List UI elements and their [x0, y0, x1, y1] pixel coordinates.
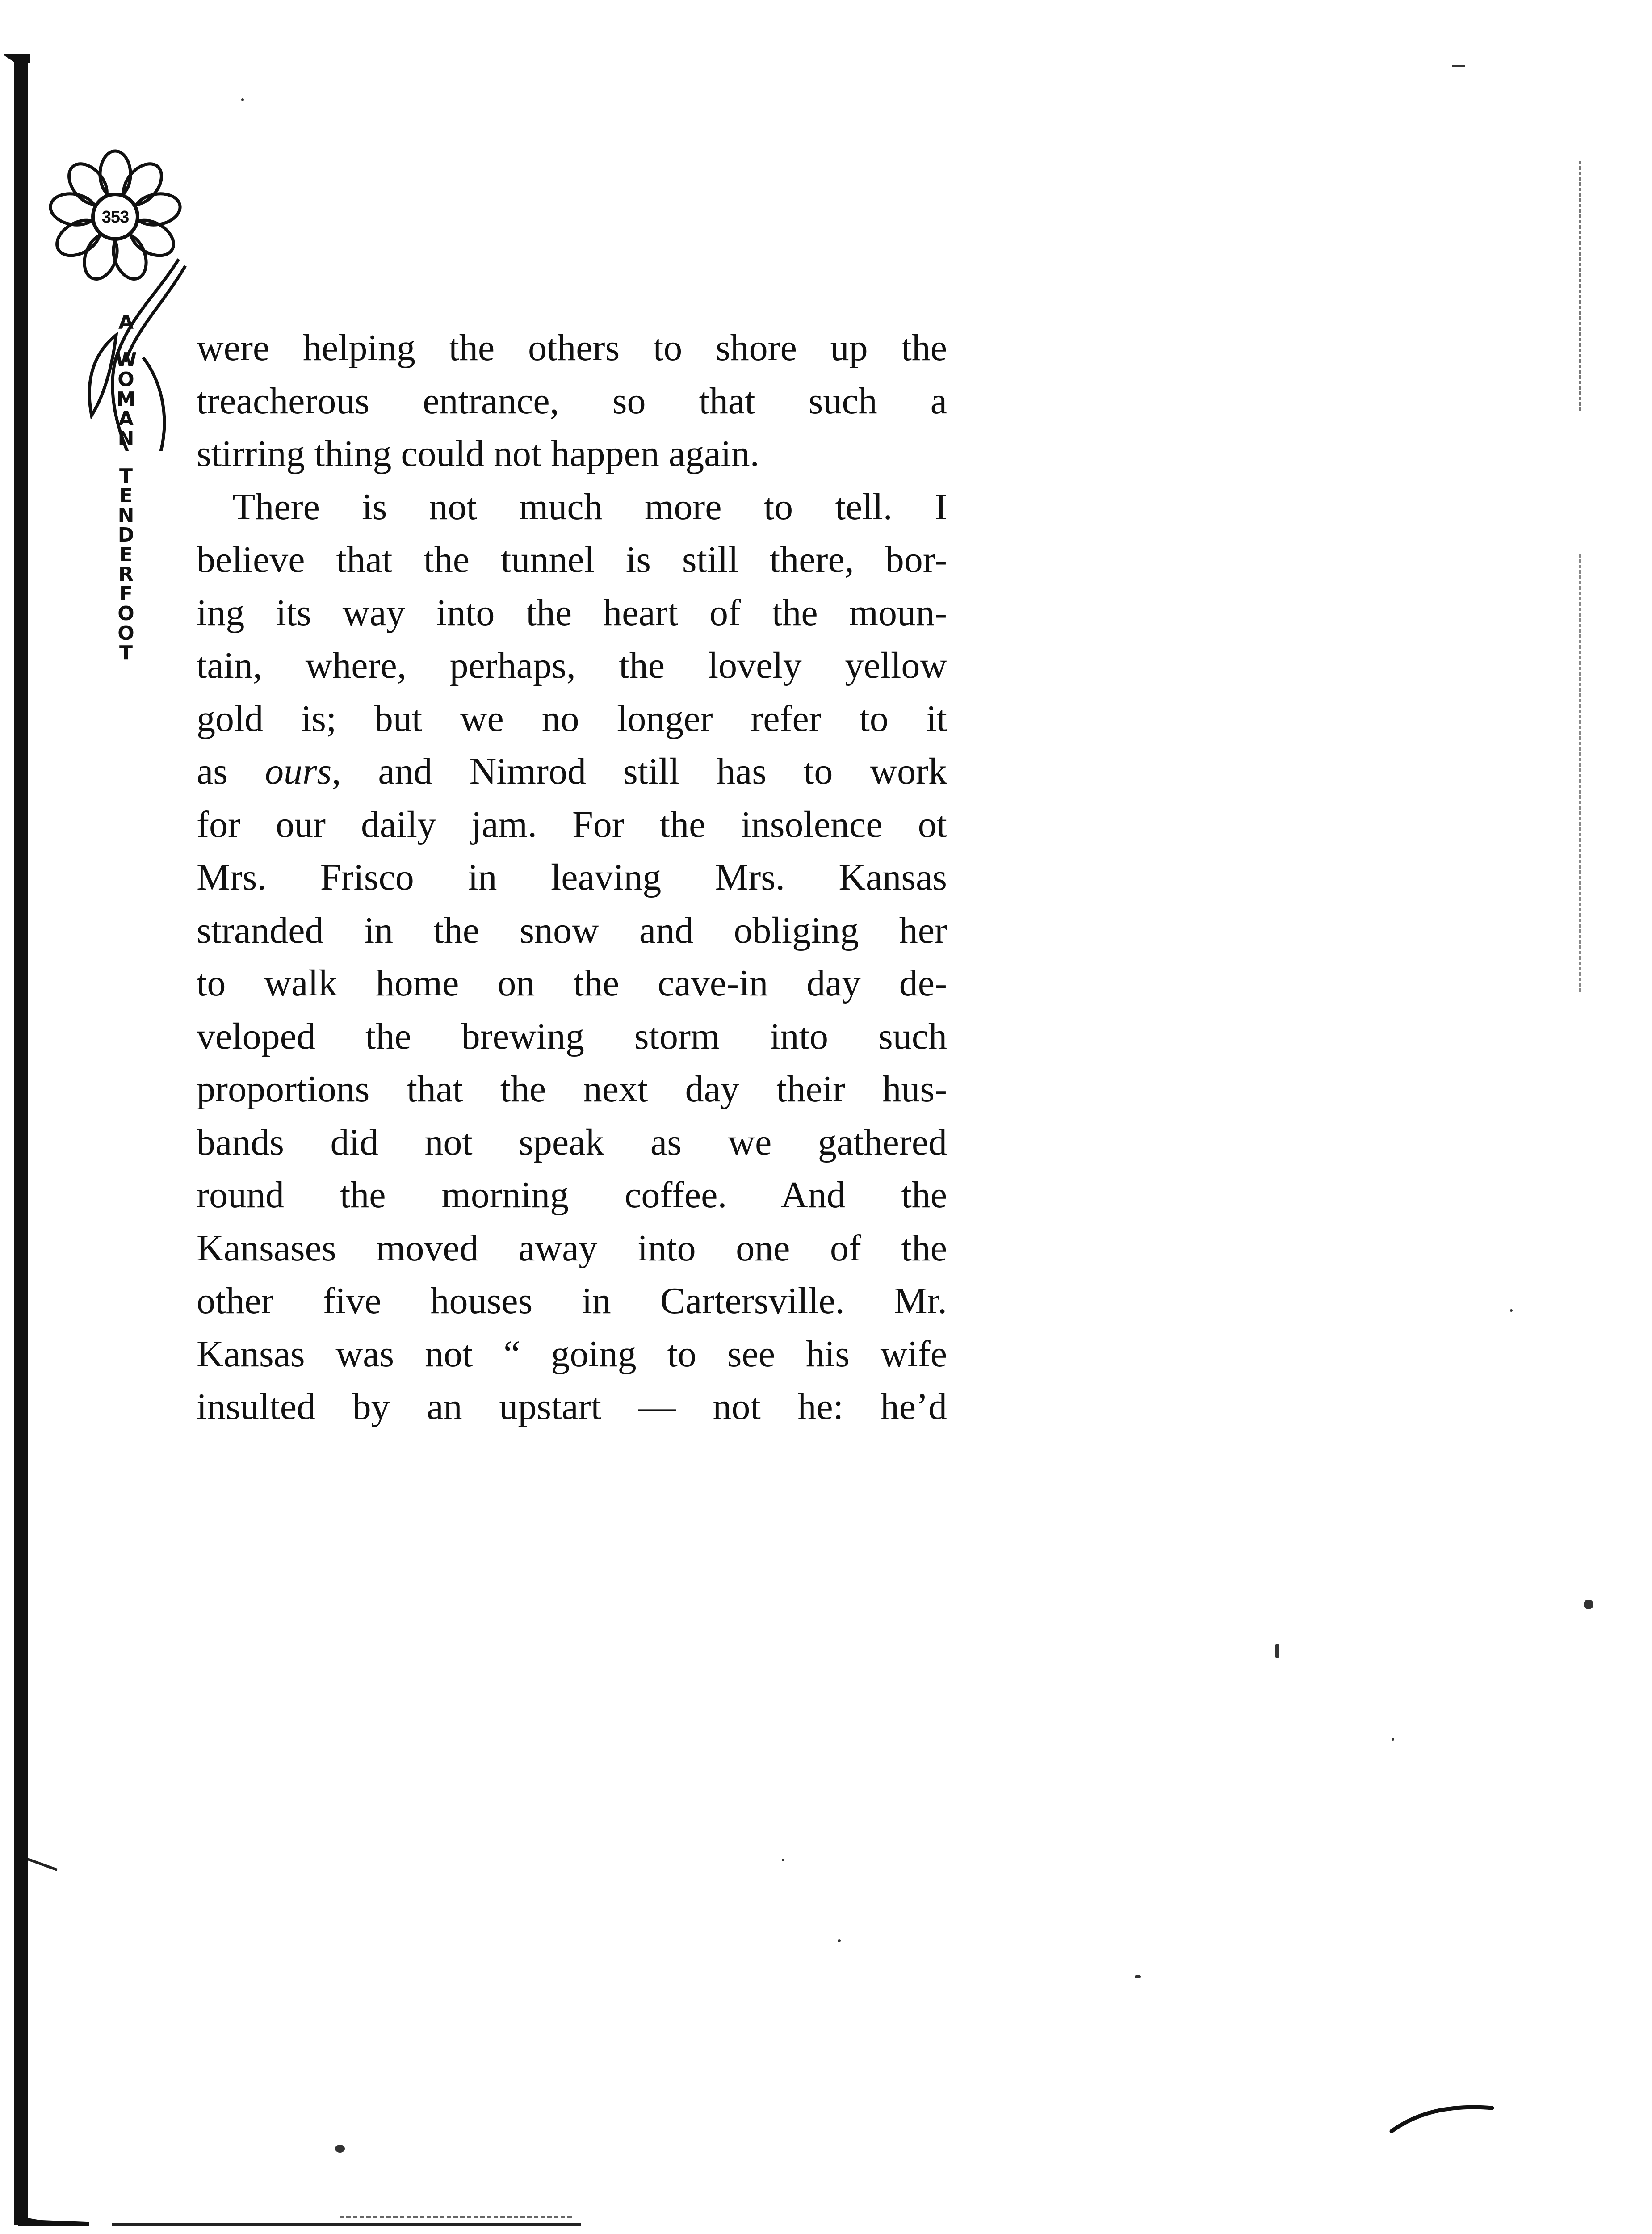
- scan-noise: [1584, 1600, 1593, 1609]
- text-line: tain, where, perhaps, the lovely yellow: [197, 645, 947, 686]
- text-line: ing its way into the heart of the moun-: [197, 592, 947, 634]
- running-title-letter: W: [115, 349, 137, 371]
- running-title-letter: O: [117, 622, 134, 645]
- running-title-letter: T: [119, 465, 133, 487]
- scan-noise: [1392, 1738, 1394, 1741]
- text-line: bands did not speak as we gathered: [197, 1121, 947, 1163]
- scan-noise: [1275, 1644, 1279, 1658]
- text-line: other five houses in Cartersville. Mr.: [197, 1280, 947, 1322]
- text-line: stranded in the snow and obliging her: [197, 909, 947, 951]
- text-line: were helping the others to shore up the: [197, 327, 947, 369]
- page-number: 353: [101, 208, 129, 227]
- scan-noise: [1510, 1309, 1513, 1312]
- running-title: [104, 313, 148, 715]
- text-line: gold is; but we no longer refer to it: [197, 697, 947, 739]
- text-line: veloped the brewing storm into such: [197, 1015, 947, 1057]
- running-title-letter: N: [117, 504, 134, 527]
- text-line: There is not much more to tell. I: [232, 486, 947, 528]
- scan-noise: [241, 98, 244, 101]
- text-line: believe that the tunnel is still there, bor-: [197, 539, 947, 580]
- bottom-rule: [112, 2223, 581, 2226]
- text-line: stirring thing could not happen again.: [197, 433, 759, 475]
- scan-noise: [1389, 2100, 1497, 2136]
- text-line-with-italic: [197, 745, 947, 798]
- scan-noise: [1452, 65, 1465, 67]
- bottom-rule-dashed: [340, 2216, 572, 2218]
- scan-noise: [1579, 554, 1583, 992]
- text-line: Kansases moved away into one of the: [197, 1227, 947, 1269]
- running-title-letter: A: [118, 311, 134, 334]
- text-line: round the morning coffee. And the: [197, 1174, 947, 1216]
- scan-noise: [782, 1859, 784, 1861]
- running-title-letter: O: [117, 368, 134, 391]
- running-title-letter: E: [119, 484, 133, 507]
- text-line: Kansas was not “ going to see his wife: [197, 1333, 947, 1375]
- running-title-letter: M: [116, 388, 136, 411]
- text-line: treacherous entrance, so that such a: [197, 380, 947, 422]
- text-line: for our daily jam. For the insolence ot: [197, 803, 947, 845]
- body-text: [197, 322, 947, 1434]
- text-line: to walk home on the cave-in day de-: [197, 962, 947, 1004]
- running-title-letter: O: [117, 602, 134, 625]
- text-line: Mrs. Frisco in leaving Mrs. Kansas: [197, 857, 947, 898]
- text-fragment: as: [197, 751, 265, 792]
- running-title-letter: T: [119, 642, 133, 664]
- scan-noise: [1135, 1975, 1141, 1978]
- text-line: proportions that the next day their hus-: [197, 1068, 947, 1110]
- scan-noise: [1579, 161, 1583, 411]
- scan-noise: [838, 1939, 841, 1942]
- scan-noise: [335, 2145, 345, 2153]
- binding-edge: [14, 58, 28, 2225]
- scan-mark: [27, 1858, 58, 1871]
- running-title-letter: D: [117, 524, 134, 546]
- text-line: insulted by an upstart — not he: he’d: [197, 1386, 947, 1428]
- running-title-letter: R: [118, 563, 134, 586]
- running-title-letter: N: [117, 427, 134, 450]
- italic-word: ours: [264, 751, 332, 792]
- running-title-letter: A: [118, 407, 134, 430]
- binding-edge-bottom: [18, 2216, 89, 2226]
- text-fragment: , and Nimrod still has to work: [331, 751, 947, 792]
- running-title-letter: F: [119, 583, 133, 605]
- running-title-letter: E: [119, 543, 133, 566]
